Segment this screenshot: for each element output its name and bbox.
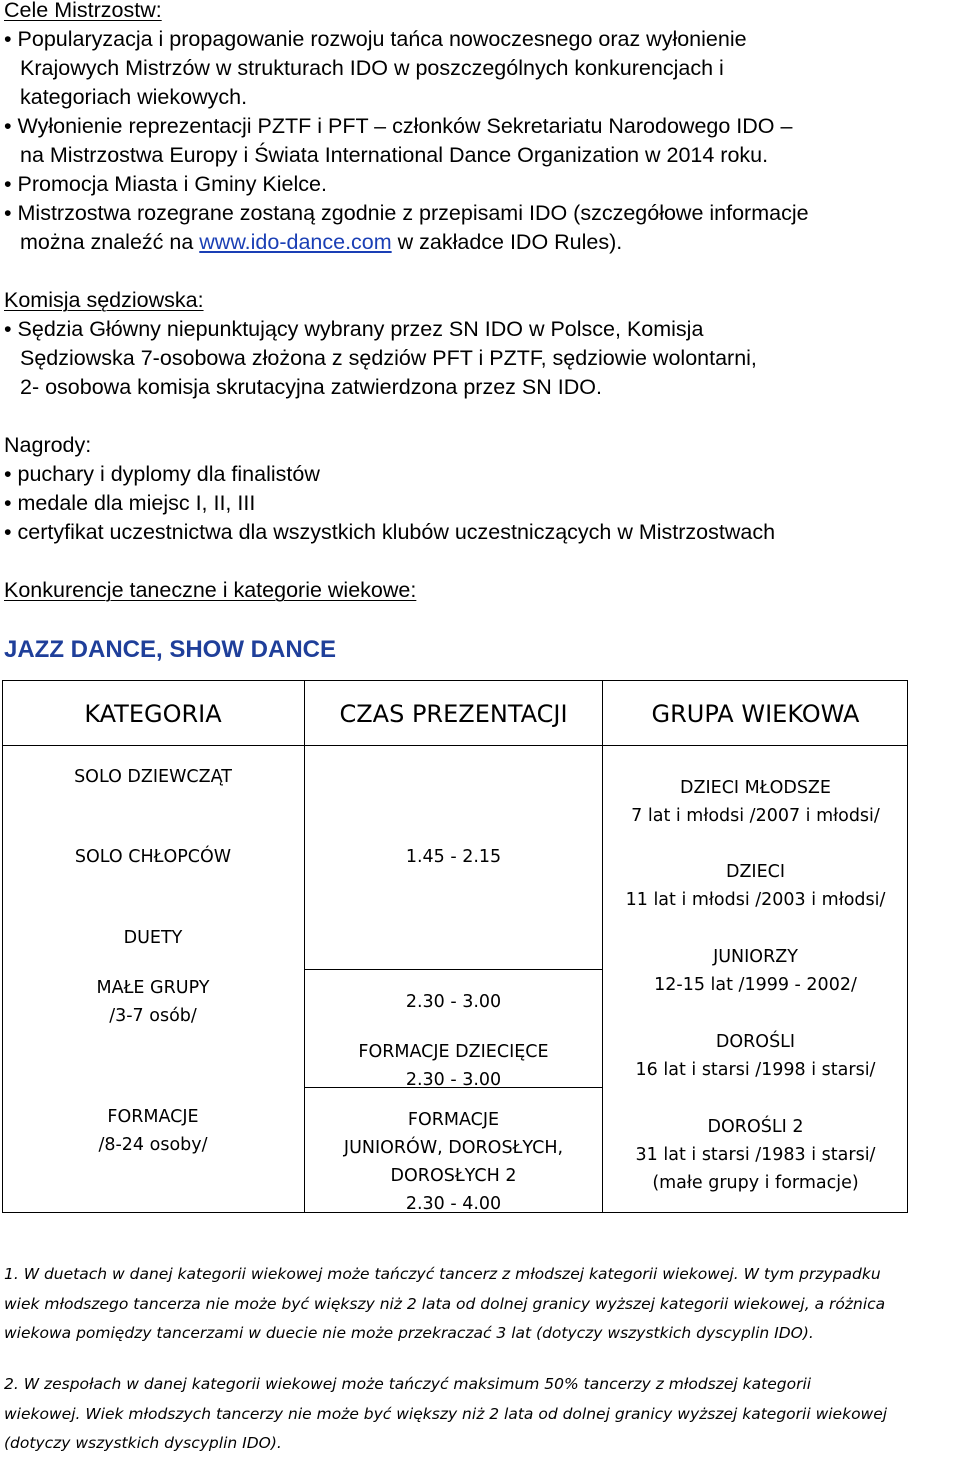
list-item: • Sędzia Główny niepunktujący wybrany przez SN IDO w Polsce, Komisja [4, 317, 704, 341]
age-group-children: DZIECI 11 lat i młodsi /2003 i młodsi/ [625, 862, 886, 910]
category-solo-boys: SOLO CHŁOPCÓW [74, 847, 232, 867]
list-item: • Wyłonienie reprezentacji PZTF i PFT – członków Sekretariatu Narodowego IDO – [4, 114, 793, 138]
time-small-groups: 2.30 - 3.00 [405, 992, 502, 1012]
category-formations: FORMACJE /8-24 osoby/ [98, 1107, 208, 1155]
list-item: • certyfikat uczestnictwa dla wszystkich klubów uczestniczących w Mistrzostwach [4, 520, 776, 544]
dance-heading: JAZZ DANCE, SHOW DANCE [4, 636, 337, 663]
category-solo-girls: SOLO DZIEWCZĄT [74, 767, 232, 787]
column-header-category: KATEGORIA [84, 700, 222, 728]
age-group-juniors: JUNIORZY 12-15 lat /1999 - 2002/ [654, 947, 857, 995]
age-group-adults: DOROŚLI 16 lat i starsi /1998 i starsi/ [635, 1032, 876, 1080]
list-item: • Popularyzacja i propagowanie rozwoju tańca nowoczesnego oraz wyłonienie [4, 27, 747, 51]
column-header-time: CZAS PREZENTACJI [339, 700, 568, 728]
category-duets: DUETY [123, 928, 183, 948]
list-item-continuation: kategoriach wiekowych. [20, 85, 248, 109]
column-header-age-group: GRUPA WIEKOWA [651, 700, 860, 728]
list-item: • Promocja Miasta i Gminy Kielce. [4, 172, 327, 196]
list-item: • puchary i dyplomy dla finalistów [4, 462, 320, 486]
awards-heading: Nagrody: [4, 433, 92, 457]
time-formations-children: FORMACJE DZIECIĘCE 2.30 - 3.00 [358, 1042, 549, 1090]
list-item-continuation: można znaleźć na www.ido-dance.com w zakładce IDO Rules). [20, 230, 623, 254]
list-item-continuation: 2- osobowa komisja skrutacyjna zatwierdzona przez SN IDO. [20, 375, 602, 399]
list-item-continuation: Sędziowska 7-osobowa złożona z sędziów PFT i PZTF, sędziowie wolontarni, [20, 346, 757, 370]
age-group-adults-2: DOROŚLI 2 31 lat i starsi /1983 i starsi/ (małe grupy i formacje) [635, 1117, 876, 1193]
list-item-continuation: na Mistrzostwa Europy i Świata International Dance Organization w 2014 roku. [20, 143, 769, 167]
ido-website-link[interactable]: www.ido-dance.com [199, 230, 392, 254]
list-item: • Mistrzostwa rozegrane zostaną zgodnie z przepisami IDO (szczegółowe informacje [4, 201, 809, 225]
time-solo-duo: 1.45 - 2.15 [405, 847, 502, 867]
list-item: • medale dla miejsc I, II, III [4, 491, 256, 515]
list-item-continuation: Krajowych Mistrzów w strukturach IDO w poszczególnych konkurencjach i [20, 56, 724, 80]
competitions-heading: Konkurencje taneczne i kategorie wiekowe: [4, 578, 417, 602]
age-group-younger-children: DZIECI MŁODSZE 7 lat i młodsi /2007 i młodsi/ [631, 778, 880, 826]
goals-heading: Cele Mistrzostw: [4, 0, 162, 22]
note-2: 2. W zespołach w danej kategorii wiekowej może tańczyć maksimum 50% tancerzy z młodszej kategorii wiekowej. Wiek młodszych tancerzy nie może być większy niż 2 lata od dolnej granicy wyższej kategorii wiekowej (dotyczy wszystkich dyscyplin IDO). [4, 1375, 888, 1452]
category-small-groups: MAŁE GRUPY /3-7 osób/ [96, 978, 210, 1026]
time-formations-older: FORMACJE JUNIORÓW, DOROSŁYCH, DOROSŁYCH 2 2.30 - 4.00 [343, 1110, 564, 1214]
note-1: 1. W duetach w danej kategorii wiekowej może tańczyć tancerz z młodszej kategorii wiekowej. W tym przypadku wiek młodszego tancerza nie może być większy niż 2 lata od dolnej granicy wyższej kategorii wiekowej, a różnica wiekowa pomiędzy tancerzami w duecie nie może przekraczać 3 lat (dotyczy wszystkich dyscyplin IDO). [4, 1265, 886, 1342]
jury-heading: Komisja sędziowska: [4, 288, 204, 312]
